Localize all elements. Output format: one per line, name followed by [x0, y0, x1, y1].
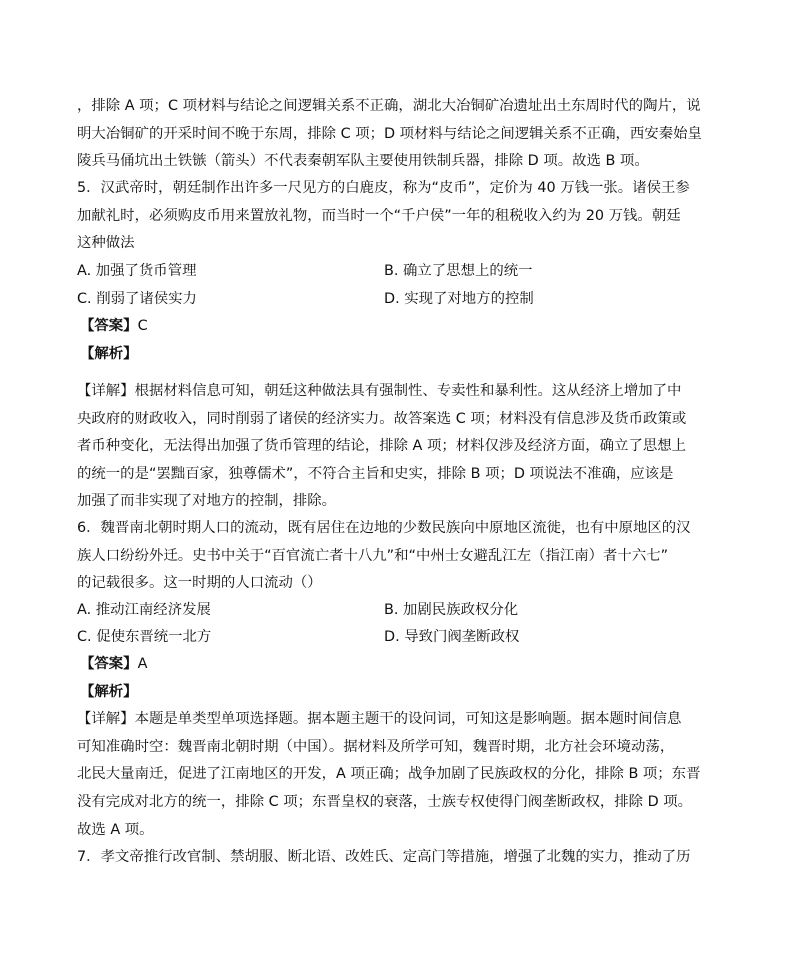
q5-stem-line-2: 加献礼时，必须购皮币用来置放礼物，而当时一个“千户侯”一年的租税收入约为 20 万钱。朝廷 — [77, 208, 681, 224]
q6-detail-line-2: 可知准确时空：魏晋南北朝时期（中国）。据材料及所学可知，魏晋时期，北方社会环境动荡， — [77, 739, 675, 755]
q5-detail-line-2: 央政府的财政收入，同时削弱了诸侯的经济实力。故答案选 C 项；材料没有信息涉及货币政策或 — [77, 411, 687, 427]
q5-option-b: B. 确立了思想上的统一 — [384, 263, 533, 279]
q5-detail-line-5: 加强了而非实现了对地方的控制，排除。 — [77, 493, 337, 509]
q6-option-a: A. 推动江南经济发展 — [77, 602, 211, 618]
q5-option-c: C. 削弱了诸侯实力 — [77, 291, 197, 307]
q6-analysis — [80, 682, 138, 702]
q6-option-c: C. 促使东晋统一北方 — [77, 629, 212, 645]
q5-option-a: A. 加强了货币管理 — [77, 263, 197, 279]
q5-answer — [80, 316, 148, 336]
q6-stem-line-3: 的记载很多。这一时期的人口流动（） — [77, 575, 322, 591]
q6-stem-line-1: 6．魏晋南北朝时期人口的流动，既有居住在边地的少数民族向中原地区流徙，也有中原地区的汉 — [77, 520, 691, 536]
q6-option-b: B. 加剧民族政权分化 — [384, 602, 519, 618]
q5-analysis-tag: 【解析】 — [80, 346, 138, 362]
q5-stem-line-1: 5．汉武帝时，朝廷制作出许多一尺见方的白鹿皮，称为“皮币”，定价为 40 万钱一张。诸侯王参 — [77, 180, 690, 196]
q7-stem-line-1: 7．孝文帝推行改官制、禁胡服、断北语、改姓氏、定高门等措施，增强了北魏的实力，推动了历 — [77, 849, 691, 865]
q6-detail-line-3: 北民大量南迁，促进了江南地区的开发，A 项正确；战争加剧了民族政权的分化，排除 B 项；东晋 — [77, 766, 701, 782]
prev-detail-line-1: ，排除 A 项；C 项材料与结论之间逻辑关系不正确，湖北大冶铜矿冶遗址出土东周时代的陶片，说 — [77, 98, 701, 114]
q6-detail-line-4: 没有完成对北方的统一，排除 C 项；东晋皇权的衰落，士族专权使得门阀垄断政权，排除 D 项。 — [77, 794, 693, 810]
q6-answer-tag: 【答案】 — [80, 656, 138, 672]
q5-option-d: D. 实现了对地方的控制 — [384, 291, 534, 307]
q6-detail-line-5: 故选 A 项。 — [77, 822, 154, 838]
q6-detail-line-1: 【详解】本题是单类型单项选择题。据本题主题干的设问词，可知这是影响题。据本题时间信息 — [77, 711, 682, 727]
q6-option-d: D. 导致门阀垄断政权 — [384, 629, 520, 645]
q6-answer — [80, 654, 147, 674]
prev-detail-line-2: 明大冶铜矿的开采时间不晚于东周，排除 C 项；D 项材料与结论之间逻辑关系不正确，西安秦始皇 — [77, 126, 702, 142]
q6-analysis-tag: 【解析】 — [80, 684, 138, 700]
q5-stem-line-3: 这种做法 — [77, 235, 135, 251]
q5-detail-line-4: 的统一的是“罢黜百家，独尊儒术”，不符合主旨和史实，排除 B 项；D 项说法不准确，应该是 — [77, 466, 674, 482]
q5-answer-tag: 【答案】 — [80, 318, 138, 334]
q6-answer-value: A — [137, 656, 148, 672]
q6-stem-line-2: 族人口纷纷外迁。史书中关于“百官流亡者十八九”和“中州士女避乱江左（指江南）者十六七” — [77, 548, 669, 564]
prev-detail-line-3: 陵兵马俑坑出土铁镞（箭头）不代表秦朝军队主要使用铁制兵器，排除 D 项。故选 B 项。 — [77, 153, 649, 169]
q5-detail-line-3: 者币种变化，无法得出加强了货币管理的结论，排除 A 项；材料仅涉及经济方面，确立了思想上 — [77, 438, 687, 454]
q5-detail-line-1: 【详解】根据材料信息可知，朝廷这种做法具有强制性、专卖性和暴利性。这从经济上增加了中 — [77, 383, 682, 399]
q5-analysis — [80, 344, 138, 364]
q5-answer-value: C — [137, 318, 148, 334]
